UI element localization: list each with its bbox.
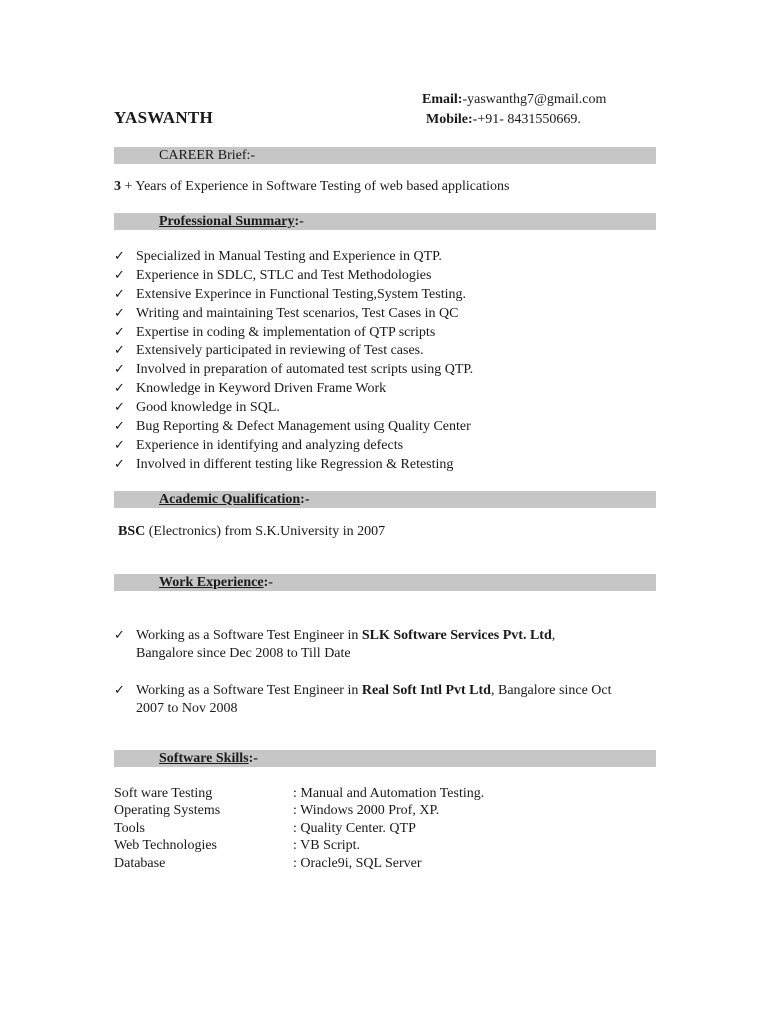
- skill-row: [114, 855, 422, 873]
- skill-value: : Manual and Automation Testing.: [293, 786, 485, 801]
- professional-summary-label: Professional Summary: [159, 214, 295, 229]
- academic-qualification-label: Academic Qualification: [159, 492, 301, 507]
- list-item: [114, 380, 473, 399]
- career-brief-text: [114, 179, 509, 195]
- academic-qualification-title: [159, 491, 309, 508]
- summary-item-text: Extensive Experince in Functional Testing,System Testing.: [136, 286, 466, 302]
- summary-item-text: Writing and maintaining Test scenarios, Test Cases in QC: [136, 305, 459, 321]
- mobile-label: Mobile:: [426, 112, 473, 127]
- skill-key: Operating Systems: [114, 803, 221, 818]
- software-skills-label: Software Skills: [159, 751, 249, 766]
- career-text: + Years of Experience in Software Testing of web based applications: [121, 179, 510, 194]
- work-experience-suffix: :-: [263, 575, 273, 590]
- candidate-name: YASWANTH: [114, 108, 214, 127]
- skill-key: Database: [114, 856, 166, 871]
- professional-summary-suffix: :-: [294, 214, 304, 229]
- mobile-line: [426, 112, 581, 128]
- list-item: [114, 342, 473, 361]
- summary-item-text: Involved in different testing like Regression & Retesting: [136, 456, 454, 472]
- list-item: [114, 418, 473, 437]
- checkmark-icon: ✓: [114, 267, 125, 283]
- checkmark-icon: ✓: [114, 362, 125, 378]
- work-experience-heading: [114, 574, 656, 591]
- career-brief-heading: [114, 147, 656, 164]
- summary-item-text: Expertise in coding & implementation of QTP scripts: [136, 324, 436, 340]
- academic-qualification-text: [118, 524, 385, 540]
- summary-item-text: Good knowledge in SQL.: [136, 400, 280, 416]
- checkmark-icon: ✓: [114, 456, 125, 472]
- skill-key: Web Technologies: [114, 838, 217, 853]
- list-item: [114, 361, 473, 380]
- job-entry: [114, 682, 656, 717]
- checkmark-icon: ✓: [114, 419, 125, 435]
- career-years: 3: [114, 179, 121, 194]
- professional-summary-heading: [114, 213, 656, 230]
- skill-row: [114, 802, 439, 820]
- summary-item-text: Knowledge in Keyword Driven Frame Work: [136, 381, 387, 397]
- academic-qualification-suffix: :-: [300, 492, 310, 507]
- skill-value: : Windows 2000 Prof, XP.: [293, 803, 440, 818]
- degree: BSC: [118, 524, 146, 539]
- checkmark-icon: ✓: [114, 286, 125, 302]
- list-item: [114, 286, 473, 305]
- checkmark-icon: ✓: [114, 400, 125, 416]
- job-prefix: Working as a Software Test Engineer in: [136, 683, 362, 698]
- skill-row: [114, 820, 416, 838]
- list-item: [114, 437, 473, 456]
- skill-value: : Quality Center. QTP: [293, 821, 416, 836]
- checkmark-icon: ✓: [114, 249, 125, 264]
- summary-list: [114, 248, 473, 475]
- skill-value: : Oracle9i, SQL Server: [293, 856, 422, 871]
- degree-detail: (Electronics) from S.K.University in 2007: [145, 524, 386, 539]
- job-company: Real Soft Intl Pvt Ltd: [361, 683, 491, 698]
- work-experience-title: [159, 574, 273, 591]
- job-entry-text: [136, 682, 656, 717]
- job-line2: 2007 to Nov 2008: [136, 700, 238, 716]
- skill-key: Tools: [114, 821, 145, 836]
- checkmark-icon: ✓: [114, 381, 125, 397]
- job-company: SLK Software Services Pvt. Ltd: [361, 628, 552, 643]
- academic-qualification-heading: [114, 491, 656, 508]
- summary-item-text: Bug Reporting & Defect Management using Quality Center: [136, 419, 471, 435]
- job-prefix: Working as a Software Test Engineer in: [136, 628, 362, 643]
- checkmark-icon: ✓: [114, 628, 125, 643]
- list-item: [114, 399, 473, 418]
- list-item: [114, 305, 473, 324]
- checkmark-icon: ✓: [114, 324, 125, 340]
- summary-item-text: Extensively participated in reviewing of Test cases.: [136, 343, 424, 359]
- work-experience-label: Work Experience: [159, 575, 264, 590]
- email-label: Email:: [422, 92, 463, 107]
- list-item: [114, 456, 473, 475]
- career-brief-title: CAREER Brief:-: [159, 148, 256, 163]
- list-item: [114, 267, 473, 286]
- checkmark-icon: ✓: [114, 305, 125, 321]
- job-entry: [114, 627, 656, 662]
- summary-item-text: Experience in identifying and analyzing defects: [136, 437, 404, 453]
- summary-item-text: Specialized in Manual Testing and Experience in QTP.: [136, 249, 442, 264]
- skill-key: Soft ware Testing: [114, 786, 213, 801]
- mobile-value: -+91- 8431550669.: [472, 112, 581, 127]
- software-skills-suffix: :-: [248, 751, 258, 766]
- checkmark-icon: ✓: [114, 683, 125, 698]
- email-value: -yaswanthg7@gmail.com: [462, 92, 607, 107]
- list-item: [114, 324, 473, 343]
- summary-item-text: Involved in preparation of automated test scripts using QTP.: [136, 362, 474, 378]
- skill-row: [114, 785, 484, 803]
- checkmark-icon: ✓: [114, 343, 125, 359]
- job-line2: Bangalore since Dec 2008 to Till Date: [136, 645, 351, 661]
- checkmark-icon: ✓: [114, 437, 125, 453]
- summary-item-text: Experience in SDLC, STLC and Test Methodologies: [136, 267, 432, 283]
- job-suffix: , Bangalore since Oct: [490, 683, 612, 698]
- software-skills-heading: [114, 750, 656, 767]
- skill-value: : VB Script.: [293, 838, 361, 853]
- professional-summary-title: [159, 213, 304, 230]
- job-suffix: ,: [551, 628, 556, 643]
- job-entry-text: [136, 627, 656, 662]
- list-item: [114, 248, 473, 267]
- skill-row: [114, 837, 360, 855]
- email-line: [422, 92, 606, 108]
- software-skills-title: [159, 750, 258, 767]
